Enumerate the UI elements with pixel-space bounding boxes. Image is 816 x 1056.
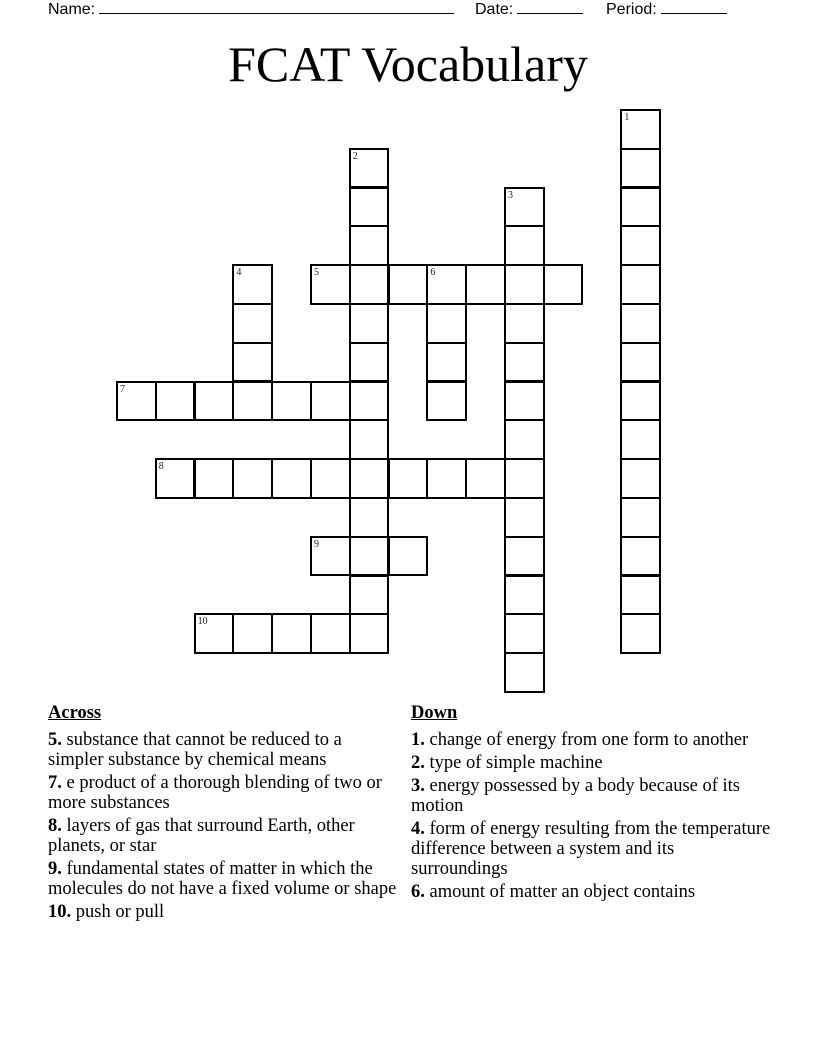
crossword-cell[interactable] [465,264,506,305]
crossword-cell[interactable] [194,381,235,422]
crossword-cell[interactable] [349,497,390,538]
cell-number: 5 [314,267,319,279]
period-label: Period: [606,1,657,18]
crossword-cell[interactable] [504,264,545,305]
across-clue [48,902,398,922]
crossword-cell[interactable] [620,109,661,150]
crossword-cell[interactable] [349,575,390,616]
crossword-cell[interactable] [620,148,661,189]
crossword-cell[interactable] [620,187,661,228]
crossword-cell[interactable] [543,264,584,305]
across-clue-list [48,730,398,922]
clue-number: 10. [48,902,72,922]
crossword-cell[interactable] [232,381,273,422]
crossword-cell[interactable] [310,536,351,577]
crossword-cell[interactable] [504,458,545,499]
cell-number: 8 [158,461,164,473]
cell-number: 3 [508,189,513,201]
crossword-cell[interactable] [271,458,312,499]
across-clue [48,730,398,770]
crossword-cell[interactable] [310,381,351,422]
crossword-cell[interactable] [116,381,157,422]
clue-text: energy possessed by a body because of its motion [411,776,740,816]
crossword-cell[interactable] [620,613,661,654]
crossword-cell[interactable] [620,264,661,305]
crossword-cell[interactable] [349,148,390,189]
crossword-cell[interactable] [504,652,545,693]
crossword-cell[interactable] [310,613,351,654]
crossword-cell[interactable] [465,458,506,499]
crossword-cell[interactable] [620,575,661,616]
crossword-cell[interactable] [620,536,661,577]
crossword-cell[interactable] [620,225,661,266]
cell-number: 4 [236,267,242,279]
crossword-cell[interactable] [349,458,390,499]
crossword-cell[interactable] [504,342,545,383]
crossword-cell[interactable] [620,458,661,499]
crossword-cell[interactable] [426,264,467,305]
clue-text: push or pull [71,902,165,922]
clue-number: 9. [48,859,62,879]
crossword-cell[interactable] [349,264,390,305]
across-clue [48,859,398,899]
across-heading: Across [48,703,102,723]
crossword-cell[interactable] [349,303,390,344]
clue-number: 8. [48,816,62,836]
clue-text: type of simple machine [424,753,603,773]
crossword-cell[interactable] [504,187,545,228]
crossword-cell[interactable] [310,458,351,499]
crossword-cell[interactable] [504,575,545,616]
down-clue-list [411,730,771,902]
clue-text: layers of gas that surround Earth, other planets, or star [48,816,355,856]
crossword-cell[interactable] [310,264,351,305]
crossword-cell[interactable] [620,419,661,460]
crossword-cell[interactable] [426,303,467,344]
clue-number: 5. [48,730,62,750]
crossword-cell[interactable] [504,419,545,460]
cell-number: 7 [120,383,125,395]
crossword-cell[interactable] [388,458,429,499]
clue-number: 1. [411,730,425,750]
crossword-cell[interactable] [232,458,273,499]
clue-text: fundamental states of matter in which the molecules do not have a fixed volume or shape [48,859,397,899]
crossword-cell[interactable] [349,225,390,266]
crossword-cell[interactable] [504,303,545,344]
crossword-cell[interactable] [504,613,545,654]
down-clue [411,730,771,750]
down-clue [411,819,771,879]
clue-text: change of energy from one form to another [424,730,749,750]
crossword-cell[interactable] [194,458,235,499]
down-clue [411,753,771,773]
crossword-cell[interactable] [271,381,312,422]
crossword-cell[interactable] [271,613,312,654]
crossword-cell[interactable] [349,613,390,654]
cell-number: 10 [197,616,208,628]
down-clue [411,776,771,816]
clue-number: 7. [48,773,62,793]
crossword-cell[interactable] [504,381,545,422]
crossword-cell[interactable] [155,458,196,499]
clue-number: 2. [411,753,425,773]
across-clue [48,816,398,856]
crossword-cell[interactable] [349,342,390,383]
down-clue [411,882,771,902]
clue-text: form of energy resulting from the temperature difference between a system and its surroundings [411,819,771,879]
clue-text: substance that cannot be reduced to a simpler substance by chemical means [48,730,342,770]
clue-text: amount of matter an object contains [424,882,696,902]
name-label: Name: [48,1,96,18]
clue-number: 4. [411,819,425,839]
across-clue [48,773,398,813]
crossword-cell[interactable] [388,536,429,577]
crossword-cell[interactable] [194,613,235,654]
crossword-cell[interactable] [232,264,273,305]
crossword-cell[interactable] [620,497,661,538]
crossword-cell[interactable] [426,381,467,422]
crossword-cell[interactable] [504,225,545,266]
cell-number: 1 [624,112,630,123]
crossword-cell[interactable] [349,536,390,577]
crossword-cell[interactable] [426,458,467,499]
clue-text: e product of a thorough blending of two or more substances [48,773,382,813]
crossword-cell[interactable] [504,497,545,538]
crossword-cell[interactable] [620,381,661,422]
crossword-cell[interactable] [155,381,196,422]
clue-number: 3. [411,776,425,796]
clue-number: 6. [411,882,425,902]
down-clues [411,702,771,905]
crossword-cell[interactable] [426,342,467,383]
crossword-cell[interactable] [388,264,429,305]
across-clues [48,702,398,925]
date-label: Date: [475,1,514,18]
page-title: FCAT Vocabulary [228,36,588,92]
crossword-cell[interactable] [232,613,273,654]
cell-number: 9 [314,538,319,550]
crossword-cell[interactable] [620,342,661,383]
crossword-cell[interactable] [349,187,390,228]
down-heading: Down [411,703,458,723]
crossword-cell[interactable] [349,381,390,422]
crossword-cell[interactable] [620,303,661,344]
crossword-cell[interactable] [232,342,273,383]
cell-number: 6 [430,267,436,279]
cell-number: 2 [352,150,358,162]
crossword-cell[interactable] [349,419,390,460]
crossword-cell[interactable] [504,536,545,577]
crossword-cell[interactable] [232,303,273,344]
